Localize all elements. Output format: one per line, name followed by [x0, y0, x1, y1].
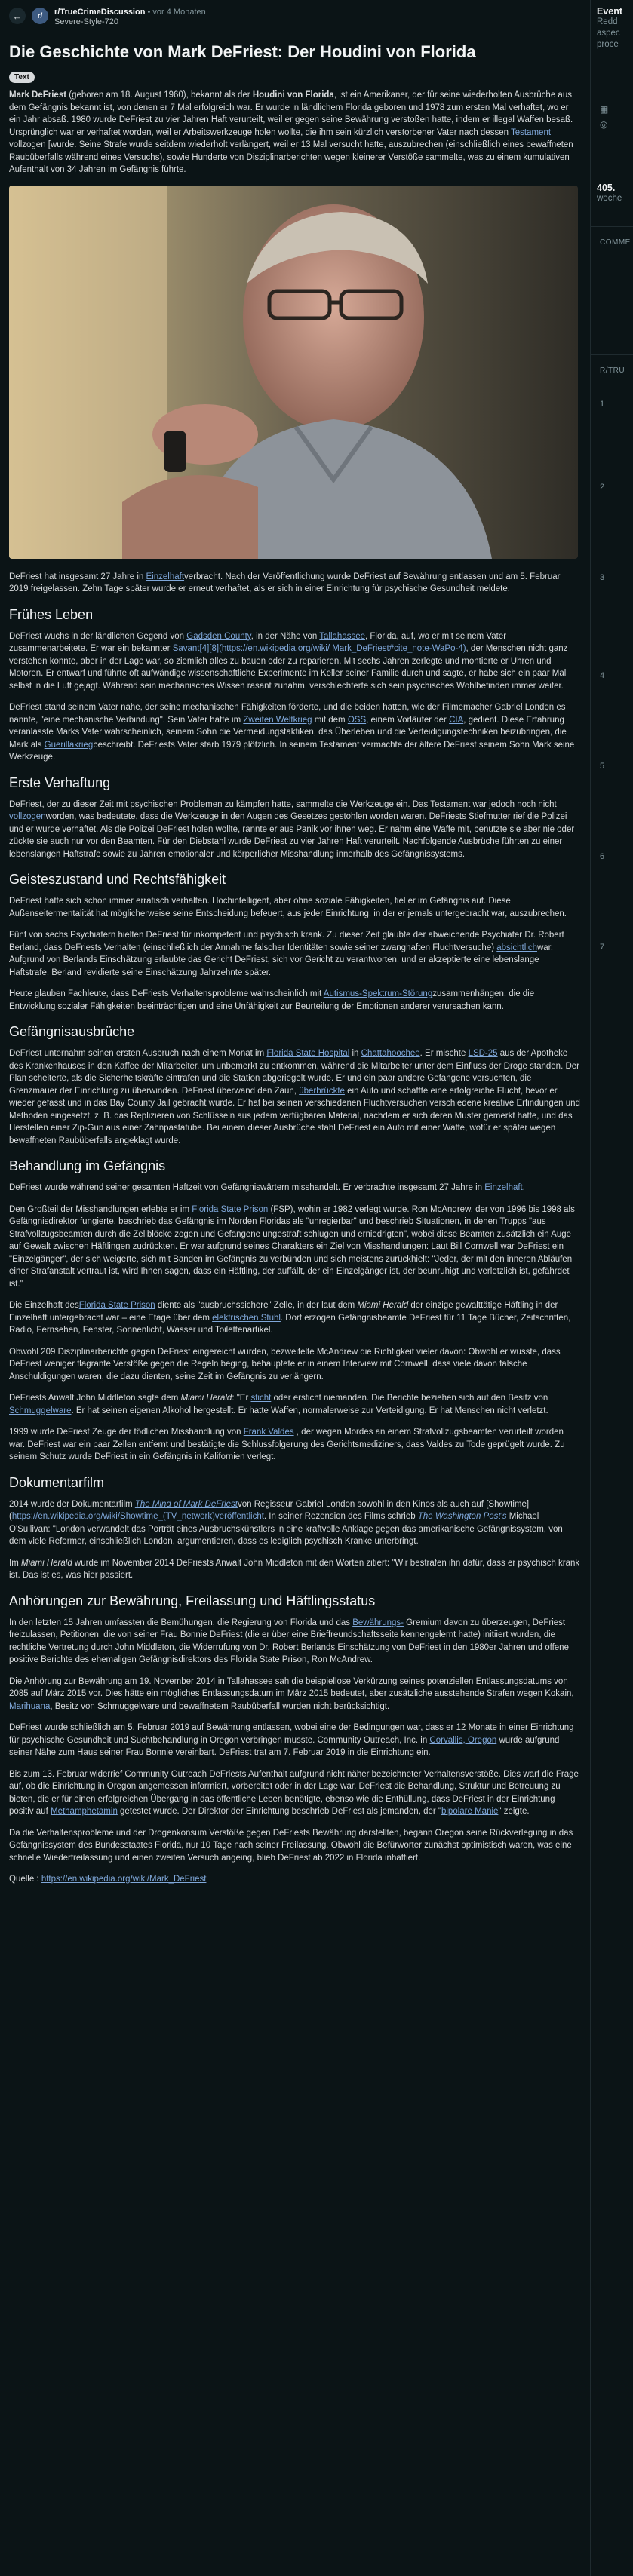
inline-link[interactable]: Tallahassee	[319, 631, 366, 641]
text-run: In den letzten 15 Jahren umfassten die Bemühungen, die Regierung von Florida und das	[9, 1618, 353, 1627]
event-title: Event	[597, 6, 623, 17]
inline-link[interactable]: überbrückte	[299, 1086, 345, 1096]
text-run: , gedient. Diese Erfahrung veranlasste Marks Vater wahrscheinlich, seinem Sohn die Vermeidungstaktiken, das Überleben und die Verteidigungstechniken beizubringen, die Mark als	[9, 715, 567, 750]
rule-number[interactable]: 1	[600, 400, 605, 409]
text-run: oder ersticht niemanden. Die Berichte beziehen sich auf den Besitz von	[271, 1394, 548, 1403]
section-heading: Frühes Leben	[9, 606, 94, 622]
rule-number[interactable]: 4	[600, 671, 605, 680]
text-run: , Besitz von Schmuggelware und bewaffnetem Raubüberfall wurden nicht berücksichtigt.	[50, 1701, 390, 1711]
text-run: getestet wurde. Der Direktor der Einrichtung beschrieb DeFriest als jemanden, der "	[117, 1807, 441, 1816]
source-line	[9, 1873, 581, 1886]
text-run: " zeigte.	[498, 1807, 530, 1816]
inline-link[interactable]: The Mind of Mark DeFriest	[134, 1499, 238, 1509]
inline-link[interactable]: CIA	[449, 715, 464, 725]
text-run: : "Er	[232, 1394, 251, 1403]
text-run: Die Einzelhaft des	[9, 1301, 79, 1310]
text-run: DeFriest hatte sich schon immer erratisch verhalten. Hochintelligent, aber ohne soziale Fähigkeiten, fiel er im Gefängnis auf. Diese Außenseitermentalität hat möglicherweise seine Entscheidung befeuert, aus jeder Einrichtung, in der er jemals untergebracht war, auszubrechen.	[9, 897, 567, 918]
paragraph	[9, 701, 581, 764]
text-run: DeFriest unternahm seinen ersten Ausbruch nach einem Monat im	[9, 1049, 267, 1058]
paragraph	[9, 929, 581, 979]
text-run: , einem Vorläufer der	[366, 715, 450, 725]
text-run: beschreibt. DeFriests Vater starb 1979 plötzlich. In seinem Testament vermachte der ältere DeFriest seinem Sohn Mark seine Werkzeuge.	[9, 740, 575, 762]
calendar-icon: ▦	[600, 104, 609, 115]
inline-link[interactable]: Testament	[510, 127, 552, 137]
inline-link[interactable]: Einzelhaft	[146, 572, 185, 581]
after-photo-section	[9, 571, 581, 596]
paragraph	[9, 799, 581, 861]
inline-link[interactable]: Savant[4][8](https://en.wikipedia.org/wiki/ Mark_DeFriest#cite_note-WaPo-4)	[172, 644, 466, 653]
inline-link[interactable]: Chattahoochee	[361, 1049, 420, 1058]
text-run: worden, was bedeutete, dass die Werkzeuge in den Augen des Gesetzes gestohlen worden waren. DeFriests Stiefmutter rief die Polizei und er wurde verhaftet. Als die Polizei DeFriest holen wollte, rannte er aus Panik vor ihnen weg. Er nahm eine Waffe mit, benutzte sie aber nie oder zückte sie auch nur vor den Beamten. Für den Diebstahl wurde DeFriest zu vier Jahren Haft verurteilt. Nachfolgende Ausbrüche führten zu einer lebenslangen Haftstrafe sowie zu Jahren emotionaler und körperlicher Misshandlung innerhalb des Gefängnissystems.	[9, 812, 575, 859]
text-run: , in der Nähe von	[250, 631, 320, 641]
rule-number[interactable]: 3	[600, 573, 605, 582]
back-button[interactable]	[9, 8, 26, 24]
inline-link[interactable]: Einzelhaft	[484, 1183, 523, 1192]
inline-link[interactable]: Schmuggelware	[9, 1406, 72, 1415]
post-body	[9, 89, 581, 1886]
stat-value: 405.	[597, 182, 616, 193]
sidebar-divider	[591, 226, 633, 227]
text-run: , Florida, auf, wo er mit seinem Vater zusammenarbeitete. Er war ein bekannter	[9, 631, 507, 653]
text-run: mit dem	[312, 715, 348, 725]
text-run: DeFriests Anwalt John Middleton sagte dem	[9, 1394, 181, 1403]
italic-text: Miami Herald	[20, 1558, 72, 1568]
text-run: Fünf von sechs Psychiatern hielten DeFriest für inkompetent und psychisch krank. Zu dieser Zeit glaubte der abweichende Psychiater Dr. Robert Berland, dass DeFriests Verhalten (einschließlich der Annahme falscher Identitäten sowie seiner zwanghaften Fluchtversuche)	[9, 931, 564, 952]
intro-section	[9, 89, 581, 176]
text-run: wurde aufgrund seiner Nähe zum Haus seiner Frau Bonnie vereinbart. DeFriest trat am 7. Februar 2019 in die Einrichtung ein.	[9, 1735, 560, 1757]
sidebar-divider	[591, 354, 633, 355]
text-run: Die Anhörung zur Bewährung am 19. November 2014 in Tallahassee sah die beispiellose Verkürzung seines potenziellen Entlassungsdatums von 2085 auf März 2015 vor. Dies hätte ein mögliches Entlassungsdatum im März 2015 bedeutet, aber zusätzliche ausstehende Strafen wegen Kokain,	[9, 1676, 574, 1698]
section-heading: Anhörungen zur Bewährung, Freilassung und Häftlingsstatus	[9, 1593, 376, 1608]
inline-link[interactable]: Florida State Hospital	[266, 1049, 350, 1058]
text-run: Bis zum 13. Februar widerrief Community Outreach DeFriests Aufenthalt aufgrund nicht näher bezeichneter Verhaltensverstöße. Dies warf die Frage auf, ob die Einrichtung in Oregon angemessen informiert, vorbereitet oder in der Lage war, DeFriest die Behandlung, Struktur und Betreuung zu bieten, die er für einen erfolgreichen Übergang in das öffentliche Leben benötigte, ebenso wie die Enthüllung, dass DeFriest in der Einrichtung positiv auf	[9, 1769, 579, 1816]
text-run: verbracht. Nach der Veröffentlichung wurde DeFriest auf Bewährung entlassen und am 5. Februar 2019 freigelassen. Zehn Tage später wurde er erneut verhaftet, als er sich in einer Einrichtung für psychische Gesundheit meldete.	[9, 572, 561, 593]
post-flair[interactable]: Text	[9, 72, 35, 83]
inline-link[interactable]: Marihuana	[9, 1701, 51, 1711]
inline-link[interactable]: absichtlich	[496, 943, 537, 952]
text-run: , ist ein Amerikaner, der für seine wiederholten Ausbrüche aus dem Gefängnis bekannt ist, von denen er 7 Mal erfolgreich war. Er wurde in ländlichem Florida geboren und 1978 zum ersten Mal verhaftet, wo er ein Jahr absaß. 1980 wurde DeFriest zu vier Jahren Haft verurteilt, weil er gegen seine Bewährung verstoßen hatte, indem er illegal Waffen besaß. Ursprünglich war er verhaftet worden, weil er Arbeitswerkzeuge holen wollte, die ihm sein kürzlich verstorbener Vater nach dessen	[9, 90, 573, 137]
text-run: , der Menschen nicht ganz verstehen konnte, aber in der Lage war, so ziemlich alles zu bauen oder zu reparieren. Mit sechs Jahren zerlegte und montierte er Uhren und Motoren. Er entwarf und führte oft aufwändige wissenschaftliche Experimente im Keller seiner Familie durch und sagte, er habe sich ein paar Mal selbst in die Luft gejagt. Während sein mechanisches Wissen rasant zunahm, verschlechterte sich sein psychisches Wohlbefinden immer weiter.	[9, 644, 568, 691]
text-run: . Er mischte	[419, 1049, 469, 1058]
event-card[interactable]	[597, 6, 633, 51]
text-run: DeFriest hat insgesamt 27 Jahre in	[9, 572, 146, 581]
meta-text	[54, 8, 206, 27]
inline-link[interactable]: bipolare Manie	[441, 1807, 499, 1816]
paragraph	[9, 1346, 581, 1384]
sections	[9, 606, 581, 1865]
rules-label: R/TRU	[600, 366, 625, 375]
text-run: Obwohl 209 Disziplinarberichte gegen DeFriest eingereicht wurden, bezweifelte McAndrew die Richtigkeit vieler davon: Obwohl er wusste, dass DeFriest weniger flagrante Verstöße gegen die Regeln beging, behauptete er in einem Interview mit Cornwell, dass viele davon falsche Anschuldigungen waren, die dazu dienten, seine Zeit im Gefängnis zu verlängern.	[9, 1347, 561, 1382]
meta-separator: •	[147, 8, 151, 17]
inline-link[interactable]: Gadsden County	[186, 631, 251, 641]
rule-number[interactable]: 7	[600, 943, 605, 952]
paragraph	[9, 1768, 581, 1818]
post-meta	[9, 8, 581, 38]
text-run: . In seiner Rezension des Films schrieb	[263, 1512, 418, 1521]
text-run: . Er hat seinen eigenen Alkohol hergestellt. Er hatte Waffen, normalerweise zur Verteidigung. Er hat Menschen nicht verletzt.	[71, 1406, 548, 1415]
comments-label: COMME	[600, 238, 631, 247]
text-run: (FSP), wohin er 1982 verlegt wurde. Ron McAndrew, der von 1996 bis 1998 als Gefängnisdirektor fungierte, beschrieb das Gefängnis im Norden Floridas als "unregierbar" und beschrieb Situationen, in denen Trupps "aus Strafvollzugsbeamten durch die Zellblöcke zogen und Gefangene ungestraft schlugen und erniedrigten", wobei diese Beamten zusätzlich ein Auge auf Gewalt zwischen Häftlingen zudrückten. Er war aufgrund seines Charakters ein Ziel von Misshandlungen: Laut Bill Cornwell war DeFriest ein "Einzelgänger", der sich weigerte, sich mit Banden im Gefängnis zu verbünden und sich meistens zurückhielt: "Jeder, der mit den inneren Abläufen einer Strafanstalt vertraut ist, wird Ihnen sagen, dass ein Häftling, der auffällt, der ein Einzelgänger ist, der beunruhigt und verletzlich ist, gefährdet ist."	[9, 1204, 575, 1289]
paragraph	[9, 1498, 581, 1548]
text-run: DeFriest, der zu dieser Zeit mit psychischen Problemen zu kämpfen hatte, sammelte die Werkzeuge ein. Das Testament war jedoch noch nicht	[9, 799, 557, 809]
inline-link[interactable]: https://en.wikipedia.org/wiki/Showtime_(TV_network)veröffentlicht	[11, 1512, 264, 1521]
inline-link[interactable]: Florida State Prison	[192, 1204, 269, 1214]
section-heading: Gefängnisausbrüche	[9, 1024, 135, 1039]
text-run: war. Aufgrund von Berlands Einschätzung erlaubte das Gericht DeFriest, sich vor Gericht zu verantworten, und er akzeptierte eine lebenslange Haftstrafe, Berland revidierte seine Einschätzung Jahrzehnte später.	[9, 943, 554, 977]
post-time: vor 4 Monaten	[152, 8, 206, 17]
text-run: 1999 wurde DeFriest Zeuge der tödlichen Misshandlung von	[9, 1428, 244, 1437]
paragraph	[9, 988, 581, 1013]
paragraph	[9, 895, 581, 920]
bold-text: Houdini von Florida	[252, 90, 334, 100]
paragraph	[9, 89, 581, 176]
text-run: (geboren am 18. August 1960), bekannt als der	[66, 90, 253, 100]
inline-link[interactable]: elektrischen Stuhl	[212, 1313, 281, 1323]
text-run: . Dort erzogen Gefängnisbeamte DeFriest für 11 Tage Bücher, Zeitschriften, Radio, Fernsehen, Fenster, Sonnenlicht, Wasser und Toilettenartikel.	[9, 1313, 571, 1335]
bold-text: Mark DeFriest	[9, 90, 67, 100]
text-run: DeFriest wurde schließlich am 5. Februar 2019 auf Bewährung entlassen, wobei eine der Bedingungen war, dass er 12 Monate in einer Einrichtung für psychische Gesundheit und Suchtbehandlung in Oregon verbringen musste. Community Outreach, Inc. in	[9, 1723, 574, 1745]
text-run: vollzogen [wurde. Seine Strafe wurde seitdem wiederholt verlängert, weil er 13 Mal versucht hatte, auszubrechen (einschließlich eines bewaffneten Raubüberfalls während eines Versuchs), sowie Hunderte von Disziplinarberichten wegen kleinerer Verstöße sammelte, was zu einem kumulativen Aufenthalt von 34 Jahren im Gefängnis führte.	[9, 140, 573, 174]
inline-link[interactable]: Guerillakrieg	[44, 740, 94, 750]
event-line-1: Redd	[597, 17, 618, 26]
arrow-left-icon: ←	[12, 10, 23, 22]
text-run: Gremium davon zu überzeugen, DeFriest freizulassen, Petitionen, die von seiner Frau Bonnie DeFriest (die er über eine Brieffreundschaftsseite kennengelernt hatte) initiiert wurden, die rechtliche Vertretung durch John Middleton, die Widerrufung von Dr. Robert Berlands Einschätzung von DeFriest in den 1980er Jahren und offene positive Berichte des ehemaligen Gefängnisdirektors des Florida State Prison, Ron McAndrew.	[9, 1618, 569, 1664]
paragraph	[9, 1047, 581, 1147]
paragraph	[9, 1182, 581, 1194]
text-run: Im	[9, 1558, 21, 1568]
post-title: Die Geschichte von Mark DeFriest: Der Houdini von Florida	[9, 42, 476, 61]
paragraph	[9, 1722, 581, 1759]
text-run: ein Auto und schaffte eine erfolgreiche Flucht, bevor er wieder gefasst und in das Bay County Jail gebracht wurde. Er hat bei seinen verschiedenen Fluchtversuchen verschiedene kreative Erfindungen und Methoden eingesetzt, z. B. das Replizieren von Schlüsseln aus jedem verfügbaren Material, nachdem er sich deren Muster gemerkt hatte, und das Herstellen einer Zip-Gun aus einer Zahnpastatube. Bei einem dieser Ausbrüche stahl DeFriest ein Auto mit einer Waffe, wofür er später wegen bewaffneten Raubüberfalls angeklagt wurde.	[9, 1086, 580, 1145]
paragraph	[9, 571, 581, 596]
text-run: der einzige gewalttätige Häftling in der Einzelhaft untergebracht war – eine Etage über dem	[9, 1301, 558, 1323]
italic-text: Miami Herald	[180, 1394, 232, 1403]
inline-link[interactable]: sticht	[250, 1394, 272, 1403]
paragraph	[9, 1676, 581, 1713]
rule-number[interactable]: 6	[600, 852, 605, 861]
paragraph	[9, 1617, 581, 1667]
subreddit-avatar[interactable]	[32, 8, 48, 24]
inline-link[interactable]: The Washington Post's	[417, 1512, 507, 1521]
text-run: von Regisseur Gabriel London sowohl in den Kinos als auch auf [Showtime](	[9, 1499, 530, 1521]
inline-link[interactable]: vollzogen	[9, 812, 46, 821]
inline-link[interactable]: Frank Valdes	[243, 1428, 294, 1437]
inline-link[interactable]: Florida State Prison	[78, 1301, 155, 1310]
text-run: DeFriest stand seinem Vater nahe, der seine mechanischen Fähigkeiten förderte, und die beiden hatten, wie der Filmemacher Gabriel London es nannte, "eine mechanische Verbindung". Sein Vater hatte im	[9, 703, 566, 725]
text-run: DeFriest wurde während seiner gesamten Haftzeit von Gefängniswärtern misshandelt. Er verbrachte insgesamt 27 Jahre in	[9, 1183, 485, 1192]
text-run: .	[522, 1183, 525, 1192]
text-run: in	[349, 1049, 361, 1058]
event-line-2: aspec	[597, 29, 620, 38]
rule-number[interactable]: 2	[600, 483, 605, 492]
event-line-3: proce	[597, 40, 619, 49]
right-sidebar	[590, 0, 633, 2576]
inline-link[interactable]: Zweiten Weltkrieg	[243, 715, 312, 725]
source-link[interactable]: https://en.wikipedia.org/wiki/Mark_DeFriest	[41, 1875, 207, 1884]
rule-number[interactable]: 5	[600, 762, 605, 771]
text-run: aus der Apotheke des Krankenhauses in den Kaffee der Mitarbeiter, um unbemerkt zu entkommen, während die Mitarbeiter unter dem Einfluss der Droge standen. Der Plan scheiterte, als die Sicherheitskräfte eintrafen und die Station abgeriegelt wurde. Er und ein paar andere Gefangene versuchten, die Grenzmauer der Einrichtung zu überwinden. DeFriest überwand den Zaun,	[9, 1049, 579, 1096]
section-heading: Geisteszustand und Rechtsfähigkeit	[9, 872, 226, 887]
section-heading: Dokumentarfilm	[9, 1474, 105, 1490]
text-run: 2014 wurde der Dokumentarfilm	[9, 1499, 135, 1509]
globe-icon: ◎	[600, 119, 608, 130]
subreddit-link[interactable]: r/TrueCrimeDiscussion	[54, 8, 146, 17]
paragraph	[9, 1557, 581, 1582]
inline-link[interactable]: Corvallis, Oregon	[429, 1735, 497, 1745]
inline-link[interactable]: OSS	[347, 715, 367, 725]
section-heading: Behandlung im Gefängnis	[9, 1158, 166, 1173]
text-run: zusammenhängen, die die Entwicklung sozialer Fähigkeiten beeinträchtigen und eine Unfähigkeit zur Beurteilung der Emotionen anderer verursachen kann.	[9, 989, 535, 1011]
inline-link[interactable]: Autismus-Spektrum-Störung	[323, 989, 433, 998]
text-run: , der wegen Mordes an einem Strafvollzugsbeamten verurteilt worden war. DeFriest war ein paar Zellen entfernt und bestätigte die Schlussfolgerung des Gerichtsmediziners, dass Valdes zu Tode geprügelt wurde. Zu seinem Schutz wurde DeFriest in ein Gefängnis in Kalifornien verlegt.	[9, 1428, 565, 1461]
text-run: wurde im November 2014 DeFriests Anwalt John Middleton mit den Worten zitiert: "Wir bestrafen ihn dafür, dass er psychisch krank ist. Das ist es, was hier passiert.	[9, 1558, 580, 1580]
section-heading: Erste Verhaftung	[9, 774, 111, 790]
paragraph	[9, 1204, 581, 1291]
source-label: Quelle :	[9, 1875, 39, 1884]
inline-link[interactable]: Methamphetamin	[50, 1807, 118, 1816]
avatar-initials: r/	[37, 11, 43, 20]
text-run: Michael O'Sullivan: "London verwandelt das Porträt eines Ausbruchskünstlers in eine kraftvolle Anklage gegen das amerikanische Gefängnissystem, von dem viele Reformer, einschließlich London, argumentieren, dass es lediglich psychisch Kranke unterbringt.	[9, 1512, 563, 1546]
stat-label: woche	[597, 194, 622, 203]
text-run: Da die Verhaltensprobleme und der Drogenkonsum Verstöße gegen DeFriests Bewährung darstellten, begann Oregon seine Rückverlegung in das Gefängnissystem des Bundesstaates Florida, nur 10 Tage nach seiner Freilassung. Obwohl die Befürworter zunächst optimistisch waren, was eine schnelle Wiederfreilassung und einen zweiten Versuch angeing, blieb DeFriest ab 2022 in Florida inhaftiert.	[9, 1828, 573, 1863]
paragraph	[9, 1392, 581, 1417]
text-run: diente als "ausbruchssichere" Zelle, in der laut dem	[155, 1301, 358, 1310]
text-run: DeFriest wuchs in der ländlichen Gegend von	[9, 631, 187, 641]
text-run: Den Großteil der Misshandlungen erlebte er im	[9, 1204, 192, 1214]
text-run: Heute glauben Fachleute, dass DeFriests Verhaltensprobleme wahrscheinlich mit	[9, 989, 324, 998]
portrait-photo	[9, 186, 578, 559]
post-photo[interactable]	[9, 186, 578, 559]
paragraph	[9, 1827, 581, 1865]
paragraph	[9, 1299, 581, 1337]
author-link[interactable]: Severe-Style-720	[54, 17, 118, 26]
inline-link[interactable]: Bewährungs-	[352, 1618, 404, 1627]
paragraph	[9, 1426, 581, 1464]
italic-text: Miami Herald	[357, 1301, 409, 1310]
paragraph	[9, 630, 581, 693]
inline-link[interactable]: LSD-25	[468, 1049, 498, 1058]
stat-card	[597, 182, 633, 204]
